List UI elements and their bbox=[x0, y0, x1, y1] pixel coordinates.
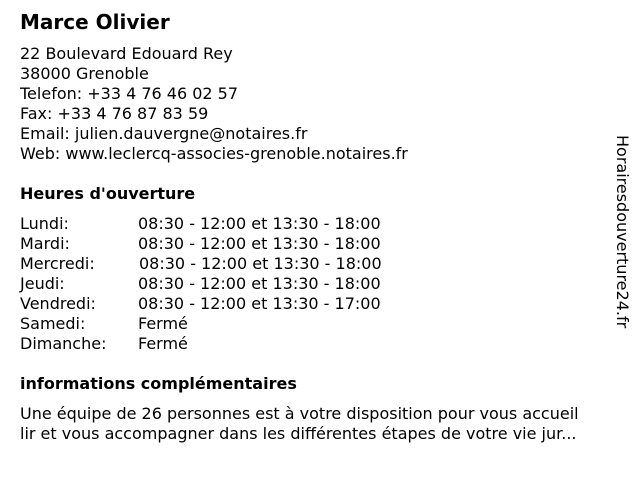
email-text: Email: julien.dauvergne@notaires.fr bbox=[20, 124, 308, 143]
fax-text: Fax: +33 4 76 87 83 59 bbox=[20, 104, 209, 123]
info-line: Une équipe de 26 personnes est à votre disposition pour vous accueil bbox=[20, 404, 579, 423]
time-value: 08:30 - 12:00 et 13:30 - 17:00 bbox=[138, 294, 381, 313]
day-label: Jeudi: bbox=[20, 274, 65, 293]
site-watermark: Horairesdouverture24.fr bbox=[613, 135, 632, 329]
day-label: Mercredi: bbox=[20, 254, 95, 273]
info-line: lir et vous accompagner dans les différentes étapes de votre vie jur... bbox=[20, 424, 577, 443]
day-label: Mardi: bbox=[20, 234, 70, 253]
time-value: Fermé bbox=[138, 314, 188, 333]
opening-hours-heading: Heures d'ouverture bbox=[20, 184, 196, 203]
day-label: Lundi: bbox=[20, 214, 69, 233]
day-label: Samedi: bbox=[20, 314, 86, 333]
additional-info-text bbox=[20, 404, 632, 444]
page-title: Marce Olivier bbox=[20, 10, 170, 34]
time-value: 08:30 - 12:00 et 13:30 - 18:00 bbox=[138, 274, 381, 293]
phone-text: Telefon: +33 4 76 46 02 57 bbox=[20, 84, 239, 103]
day-label: Dimanche: bbox=[20, 334, 107, 353]
web-text: Web: www.leclercq-associes-grenoble.notaires.fr bbox=[20, 144, 408, 163]
time-value: 08:30 - 12:00 et 13:30 - 18:00 bbox=[138, 234, 381, 253]
time-value: 08:30 - 12:00 et 13:30 - 18:00 bbox=[139, 254, 382, 273]
day-label: Vendredi: bbox=[20, 294, 96, 313]
address-line-street: 22 Boulevard Edouard Rey bbox=[20, 44, 233, 63]
contact-block bbox=[20, 44, 408, 164]
time-value: 08:30 - 12:00 et 13:30 - 18:00 bbox=[138, 214, 381, 233]
additional-info-heading: informations complémentaires bbox=[20, 374, 297, 393]
address-line-city: 38000 Grenoble bbox=[20, 64, 149, 83]
time-value: Fermé bbox=[138, 334, 188, 353]
